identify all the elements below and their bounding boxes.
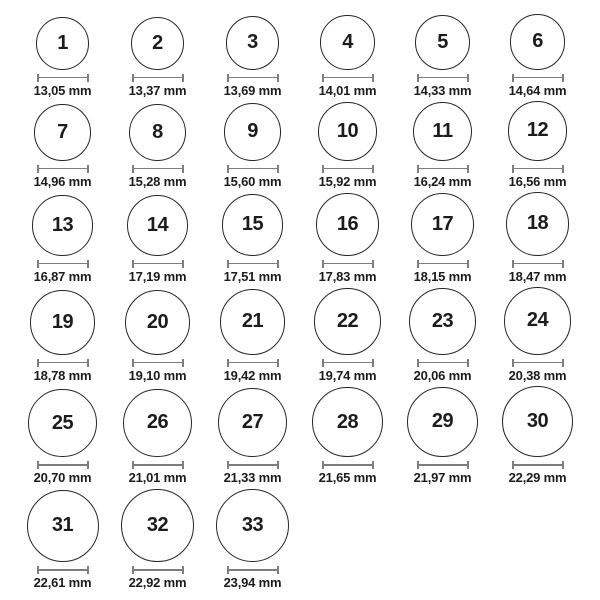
ring-circle [508,101,568,161]
diameter-label: 20,70 mm [33,470,92,486]
ring-size-number: 24 [526,309,549,332]
ring-size-cell [205,386,300,485]
ring-size-cell [490,14,585,98]
diameter-measure-line [37,260,89,268]
ring-size-number: 30 [526,410,549,433]
diameter-measure-line [132,260,184,268]
ring-size-cell [205,489,300,590]
ring-size-number: 33 [241,513,264,536]
diameter-label: 13,05 mm [33,82,92,98]
ring-circle [506,192,570,256]
ring-size-number: 7 [57,121,68,144]
diameter-measure-line [37,74,89,82]
diameter-label: 18,78 mm [33,367,92,383]
diameter-label: 16,24 mm [413,173,472,189]
diameter-label: 22,92 mm [128,574,187,590]
chart-row [15,386,585,485]
ring-circle [504,287,571,354]
diameter-label: 21,97 mm [413,470,472,486]
ring-size-number: 1 [57,32,68,54]
ring-size-number: 2 [152,31,163,54]
ring-circle [312,387,382,457]
ring-size-cell [300,386,395,485]
ring-size-cell [15,287,110,382]
diameter-label: 23,94 mm [223,574,282,590]
ring-size-number: 23 [431,309,454,332]
ring-size-cell [395,287,490,382]
ring-size-cell [205,287,300,382]
chart-row [15,192,585,284]
ring-size-number: 19 [51,310,74,333]
ring-size-number: 29 [431,410,454,433]
ring-size-cell [300,287,395,382]
ring-circle [318,102,376,160]
diameter-measure-line [322,461,374,469]
diameter-label: 13,69 mm [223,82,282,98]
ring-size-cell [15,386,110,485]
diameter-label: 13,37 mm [128,82,187,98]
diameter-measure-line [512,260,564,268]
ring-size-number: 15 [241,213,264,236]
diameter-label: 14,33 mm [413,82,472,98]
diameter-measure-line [227,260,279,268]
diameter-measure-line [37,359,89,367]
diameter-measure-line [322,165,374,173]
diameter-measure-line [417,260,469,268]
ring-size-number: 16 [336,213,359,236]
diameter-measure-line [132,165,184,173]
diameter-label: 14,96 mm [33,173,92,189]
ring-circle [224,103,282,161]
ring-size-number: 22 [336,309,359,332]
ring-size-cell [395,14,490,98]
diameter-label: 15,92 mm [318,173,377,189]
ring-circle [502,386,573,457]
ring-size-cell [110,192,205,284]
diameter-measure-line [37,461,89,469]
ring-size-number: 5 [437,30,448,53]
ring-size-cell [110,14,205,98]
ring-size-number: 32 [146,514,169,537]
diameter-measure-line [512,359,564,367]
diameter-measure-line [417,461,469,469]
ring-size-cell [110,101,205,189]
diameter-label: 14,01 mm [318,82,377,98]
ring-size-number: 20 [146,310,169,333]
ring-circle [222,194,284,256]
ring-circle [415,15,470,70]
diameter-measure-line [227,359,279,367]
diameter-label: 16,56 mm [508,173,567,189]
ring-size-number: 26 [146,411,169,434]
diameter-measure-line [132,359,184,367]
ring-size-cell [15,192,110,284]
ring-circle [27,490,99,562]
chart-row [15,287,585,382]
diameter-label: 22,61 mm [33,574,92,590]
ring-size-cell [15,489,110,590]
ring-circle [32,195,92,255]
diameter-label: 21,65 mm [318,470,377,486]
ring-size-number: 31 [51,514,74,537]
diameter-measure-line [322,260,374,268]
ring-size-number: 14 [146,213,169,236]
ring-size-number: 11 [432,119,453,142]
ring-circle [131,17,184,70]
chart-row [15,14,585,98]
ring-size-cell [490,192,585,284]
ring-size-number: 21 [241,310,264,333]
ring-circle [218,388,287,457]
ring-size-cell [15,14,110,98]
diameter-measure-line [322,359,374,367]
ring-size-cell [490,101,585,189]
ring-size-cell [300,101,395,189]
ring-circle [220,289,286,355]
ring-size-cell [205,101,300,189]
ring-circle [34,104,90,160]
ring-circle [409,288,476,355]
ring-circle [30,290,94,354]
ring-size-cell [490,386,585,485]
ring-size-cell [205,192,300,284]
ring-size-cell [205,14,300,98]
ring-circle [413,102,472,161]
diameter-label: 17,83 mm [318,268,377,284]
ring-size-number: 6 [532,30,543,53]
ring-size-number: 13 [51,214,74,237]
diameter-label: 17,19 mm [128,268,187,284]
diameter-measure-line [417,359,469,367]
diameter-label: 21,33 mm [223,470,282,486]
ring-size-cell [110,287,205,382]
ring-size-number: 12 [526,119,549,142]
ring-size-number: 4 [342,31,353,54]
ring-size-cell [395,386,490,485]
ring-size-number: 25 [51,411,74,434]
ring-circle [28,389,96,457]
diameter-label: 15,60 mm [223,173,282,189]
diameter-measure-line [37,165,89,173]
ring-circle [123,389,192,458]
ring-circle [320,15,374,69]
ring-size-cell [300,14,395,98]
ring-size-cell [110,489,205,590]
diameter-label: 19,10 mm [128,367,187,383]
diameter-measure-line [512,165,564,173]
ring-circle [316,193,378,255]
ring-size-number: 28 [336,410,359,433]
diameter-label: 14,64 mm [508,82,567,98]
ring-size-number: 10 [336,120,359,143]
diameter-measure-line [227,165,279,173]
ring-circle [36,17,89,70]
diameter-label: 18,15 mm [413,268,472,284]
diameter-label: 20,06 mm [413,367,472,383]
ring-size-number: 8 [152,120,163,143]
chart-row [15,489,585,590]
diameter-label: 15,28 mm [128,173,187,189]
diameter-label: 16,87 mm [33,268,92,284]
ring-circle [127,195,188,256]
ring-circle [510,14,566,70]
diameter-measure-line [512,74,564,82]
ring-size-number: 3 [247,31,258,54]
diameter-label: 18,47 mm [508,268,567,284]
diameter-measure-line [322,74,374,82]
diameter-label: 19,74 mm [318,367,377,383]
ring-size-cell [110,386,205,485]
ring-circle [226,16,280,70]
diameter-label: 22,29 mm [508,470,567,486]
diameter-label: 19,42 mm [223,367,282,383]
ring-size-number: 18 [526,212,549,235]
diameter-label: 21,01 mm [128,470,187,486]
ring-size-cell [395,101,490,189]
ring-circle [314,288,380,354]
diameter-measure-line [132,74,184,82]
ring-size-cell [490,287,585,382]
diameter-label: 17,51 mm [223,268,282,284]
ring-size-number: 9 [247,120,258,143]
ring-circle [216,489,289,562]
diameter-measure-line [227,566,279,574]
diameter-measure-line [227,74,279,82]
ring-circle [121,489,194,562]
diameter-measure-line [37,566,89,574]
diameter-measure-line [132,461,184,469]
ring-size-cell [300,192,395,284]
ring-circle [129,104,186,161]
ring-size-number: 17 [431,212,454,235]
ring-size-number: 27 [241,411,264,434]
diameter-measure-line [512,461,564,469]
ring-circle [125,290,190,355]
ring-size-cell [395,192,490,284]
chart-row [15,101,585,189]
ring-circle [407,387,478,458]
diameter-measure-line [132,566,184,574]
diameter-measure-line [417,165,469,173]
diameter-measure-line [417,74,469,82]
ring-size-cell [15,101,110,189]
diameter-measure-line [227,461,279,469]
diameter-label: 20,38 mm [508,367,567,383]
ring-circle [411,193,474,256]
